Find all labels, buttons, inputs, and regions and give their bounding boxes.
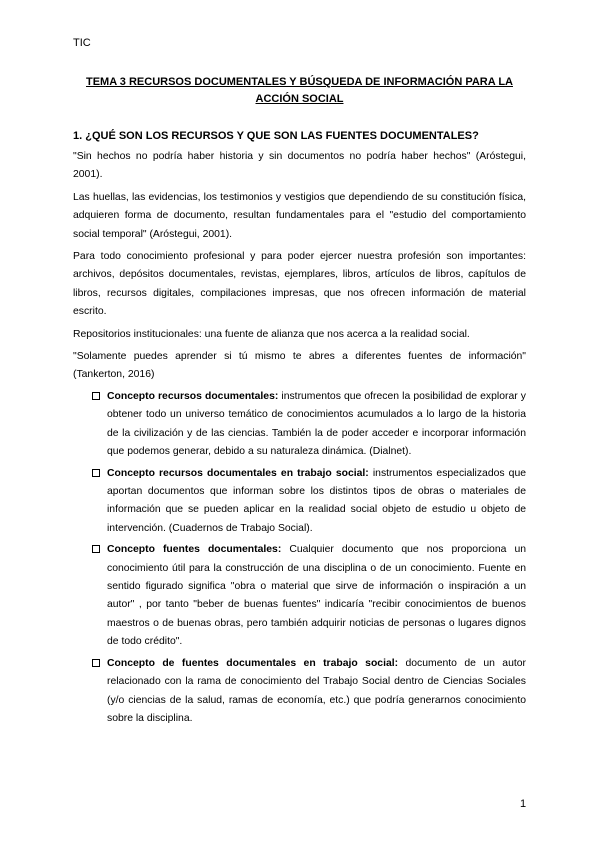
concept-term: Concepto de fuentes documentales en trabajo social: (107, 657, 399, 669)
list-item (91, 655, 526, 729)
concept-definition: instrumentos que ofrecen la posibilidad de explorar y obtener todo un universo temático de conocimientos acumulados a lo largo de la historia de la civilización y de las ciencias. También la de poder acceder e incorporar información que podemos generar, debido a su naturaleza dinámica. (Dialnet). (107, 391, 526, 458)
paragraph: Repositorios institucionales: una fuente de alianza que nos acerca a la realidad social. (73, 328, 470, 340)
concept-term: Concepto fuentes documentales: (107, 544, 282, 556)
list-item (91, 388, 526, 462)
page-number: 1 (520, 798, 527, 810)
document-title (73, 74, 526, 108)
body-text (73, 148, 526, 389)
concept-term: Concepto recursos documentales: (107, 391, 279, 402)
checkbox-bullet-icon (92, 659, 100, 667)
section-heading: 1. ¿QUÉ SON LOS RECURSOS Y QUE SON LAS FUENTES DOCUMENTALES? (73, 130, 479, 142)
header-text: TIC (73, 37, 91, 49)
paragraph: Para todo conocimiento profesional y para poder ejercer nuestra profesión son importantes: archivos, depósitos documentales, revistas, ejemplares, libros, artículos de libros, capítulos de libros, recursos digitales, compilaciones impresas, que nos ofrecen información de material escrito. (73, 251, 526, 318)
title-line-2: ACCIÓN SOCIAL (255, 93, 344, 105)
paragraph: Las huellas, las evidencias, los testimonios y vestigios que dependiendo de su constitución física, adquieren forma de documento, resultan fundamentales para el "estudio del comportamiento social temporal" (Aróstegui, 2001). (73, 191, 526, 240)
concept-definition: instrumentos especializados que aportan documentos que informan sobre los distintos tipos de obras o materiales de información que se pueden aplicar en la realidad social objeto de estudio u objeto de intervención. (Cuadernos de Trabajo Social). (107, 467, 527, 534)
paragraph: "Solamente puedes aprender si tú mismo te abres a diferentes fuentes de información" (Tankerton, 2016) (73, 351, 526, 381)
concept-list (91, 388, 526, 731)
checkbox-bullet-icon (92, 469, 100, 477)
list-item (91, 541, 526, 651)
paragraph: "Sin hechos no podría haber historia y sin documentos no podría haber hechos" (Aróstegui, 2001). (73, 151, 526, 181)
concept-definition: documento de un autor relacionado con la rama de conocimiento del Trabajo Social dentro de Ciencias Sociales (y/o ciencias de la salud, ramas de economía, etc.) que podría generarnos conocimiento sobre la disciplina. (107, 657, 526, 724)
list-item (91, 465, 526, 539)
concept-term: Concepto recursos documentales en trabajo social: (107, 467, 369, 479)
concept-definition: Cualquier documento que nos proporciona un conocimiento útil para la construcción de una disciplina o de un conocimiento. Fuente en sentido figurado significa "obra o material que sirve de información o inspiración a un autor" , por tanto "beber de buenas fuentes" indicaría "recibir conocimientos de buenos maestros o de buenas obras, pero también adquirir noticias de personas o lugares dignos de todo crédito". (107, 544, 526, 648)
title-line-1: TEMA 3 RECURSOS DOCUMENTALES Y BÚSQUEDA DE INFORMACIÓN PARA LA (86, 76, 513, 88)
checkbox-bullet-icon (92, 392, 100, 400)
checkbox-bullet-icon (92, 545, 100, 553)
